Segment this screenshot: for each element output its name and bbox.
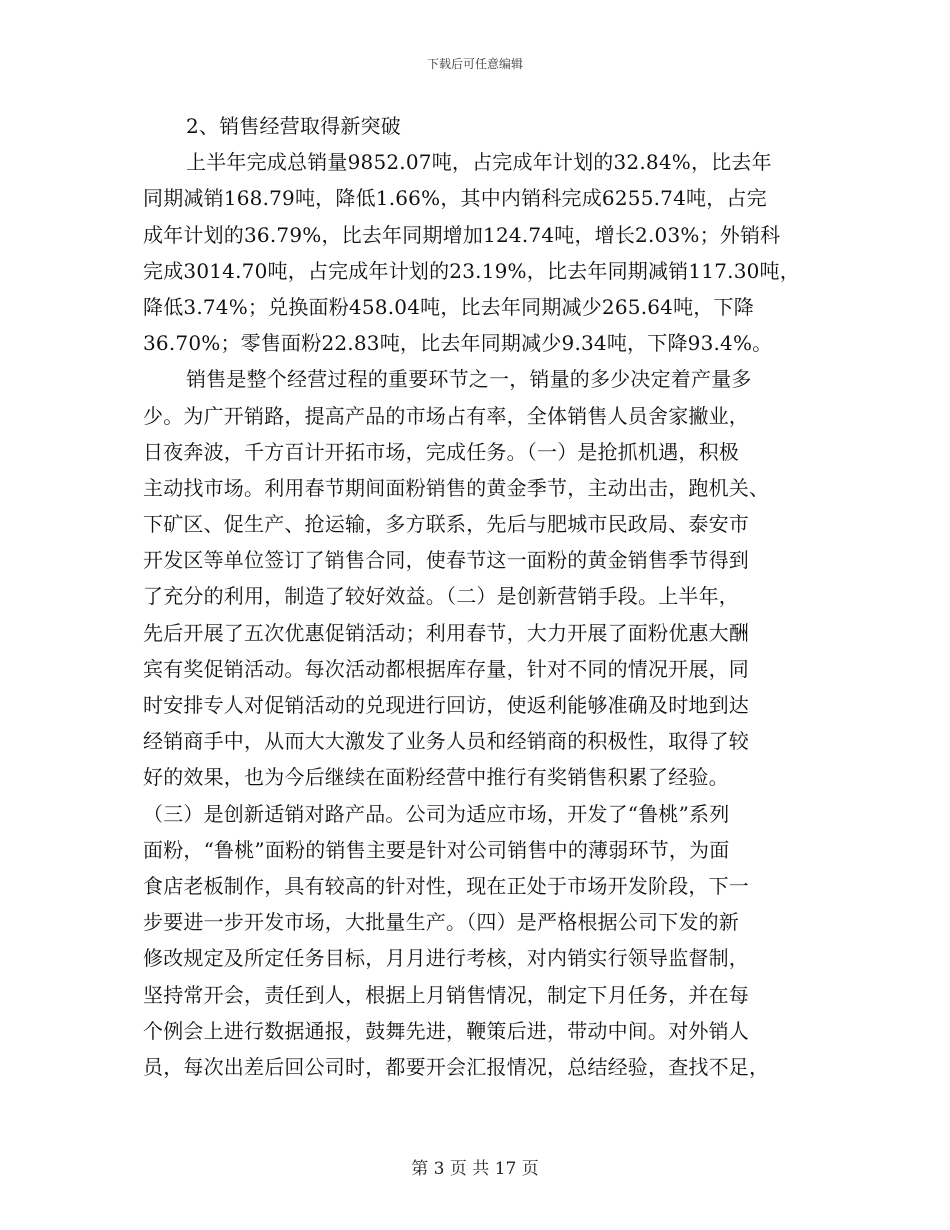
text-line: 个例会上进行数据通报，鼓舞先进，鞭策后进，带动中间。对外销人 — [143, 1018, 749, 1043]
text-line: 经销商手中，从而大大激发了业务人员和经销商的积极性，取得了较 — [143, 729, 749, 754]
text-line: 修改规定及所定任务目标，月月进行考核，对内销实行领导监督制， — [143, 946, 749, 971]
text-line: 日夜奔波，千方百计开拓市场，完成任务。（一）是抢抓机遇，积极 — [143, 439, 739, 464]
header-note: 下载后可任意编辑 — [426, 57, 523, 71]
text-line: 降低3.74%；兑换面粉458.04吨，比去年同期减少265.64吨，下降 — [143, 294, 754, 319]
text-line: 36.70%；零售面粉22.83吨，比去年同期减少9.34吨，下降93.4%。 — [143, 331, 773, 356]
text-line: 时安排专人对促销活动的兑现进行回访，使返利能够准确及时地到达 — [143, 693, 749, 717]
text-line: 面粉，“鲁桃”面粉的销售主要是针对公司销售中的薄弱环节，为面 — [143, 837, 730, 862]
text-line: 完成3014.70吨，占完成年计划的23.19%，比去年同期减销117.30吨， — [143, 258, 800, 283]
text-line: 了充分的利用，制造了较好效益。（二）是创新营销手段。上半年， — [143, 584, 739, 609]
text-line: （三）是创新适销对路产品。公司为适应市场，开发了“鲁桃”系列 — [143, 801, 730, 826]
document-body — [143, 108, 813, 1085]
text-line: 下矿区、促生产、抢运输，多方联系，先后与肥城市民政局、泰安市 — [143, 512, 749, 537]
text-line: 同期减销168.79吨，降低1.66%，其中内销科完成6255.74吨，占完 — [143, 186, 767, 211]
text-line: 开发区等单位签订了销售合同，使春节这一面粉的黄金销售季节得到 — [143, 548, 749, 573]
text-line: 员，每次出差后回公司时，都要开会汇报情况，总结经验，查找不足， — [143, 1054, 770, 1079]
text-line: 销售是整个经营过程的重要环节之一，销量的多少决定着产量多 — [186, 367, 752, 392]
page-number-footer: 第 3 页 共 17 页 — [411, 1159, 539, 1179]
text-line: 2、销售经营取得新突破 — [186, 114, 401, 138]
text-line: 宾有奖促销活动。每次活动都根据库存量，针对不同的情况开展，同 — [143, 656, 749, 681]
text-line: 成年计划的36.79%，比去年同期增加124.74吨，增长2.03%；外销科 — [143, 222, 781, 247]
text-line: 少。为广开销路，提高产品的市场占有率，全体销售人员舍家撇业， — [143, 403, 749, 428]
text-line: 食店老板制作，具有较高的针对性，现在正处于市场开发阶段，下一 — [143, 873, 749, 898]
text-line: 上半年完成总销量9852.07吨，占完成年计划的32.84%，比去年 — [186, 150, 772, 175]
text-line: 主动找市场。利用春节期间面粉销售的黄金季节，主动出击，跑机关、 — [143, 475, 770, 500]
text-line: 好的效果，也为今后继续在面粉经营中推行有奖销售积累了经验。 — [143, 765, 729, 790]
text-line: 坚持常开会，责任到人，根据上月销售情况，制定下月任务，并在每 — [143, 982, 749, 1007]
text-line: 步要进一步开发市场，大批量生产。（四）是严格根据公司下发的新 — [143, 910, 739, 935]
text-line: 先后开展了五次优惠促销活动；利用春节，大力开展了面粉优惠大酬 — [143, 620, 749, 645]
